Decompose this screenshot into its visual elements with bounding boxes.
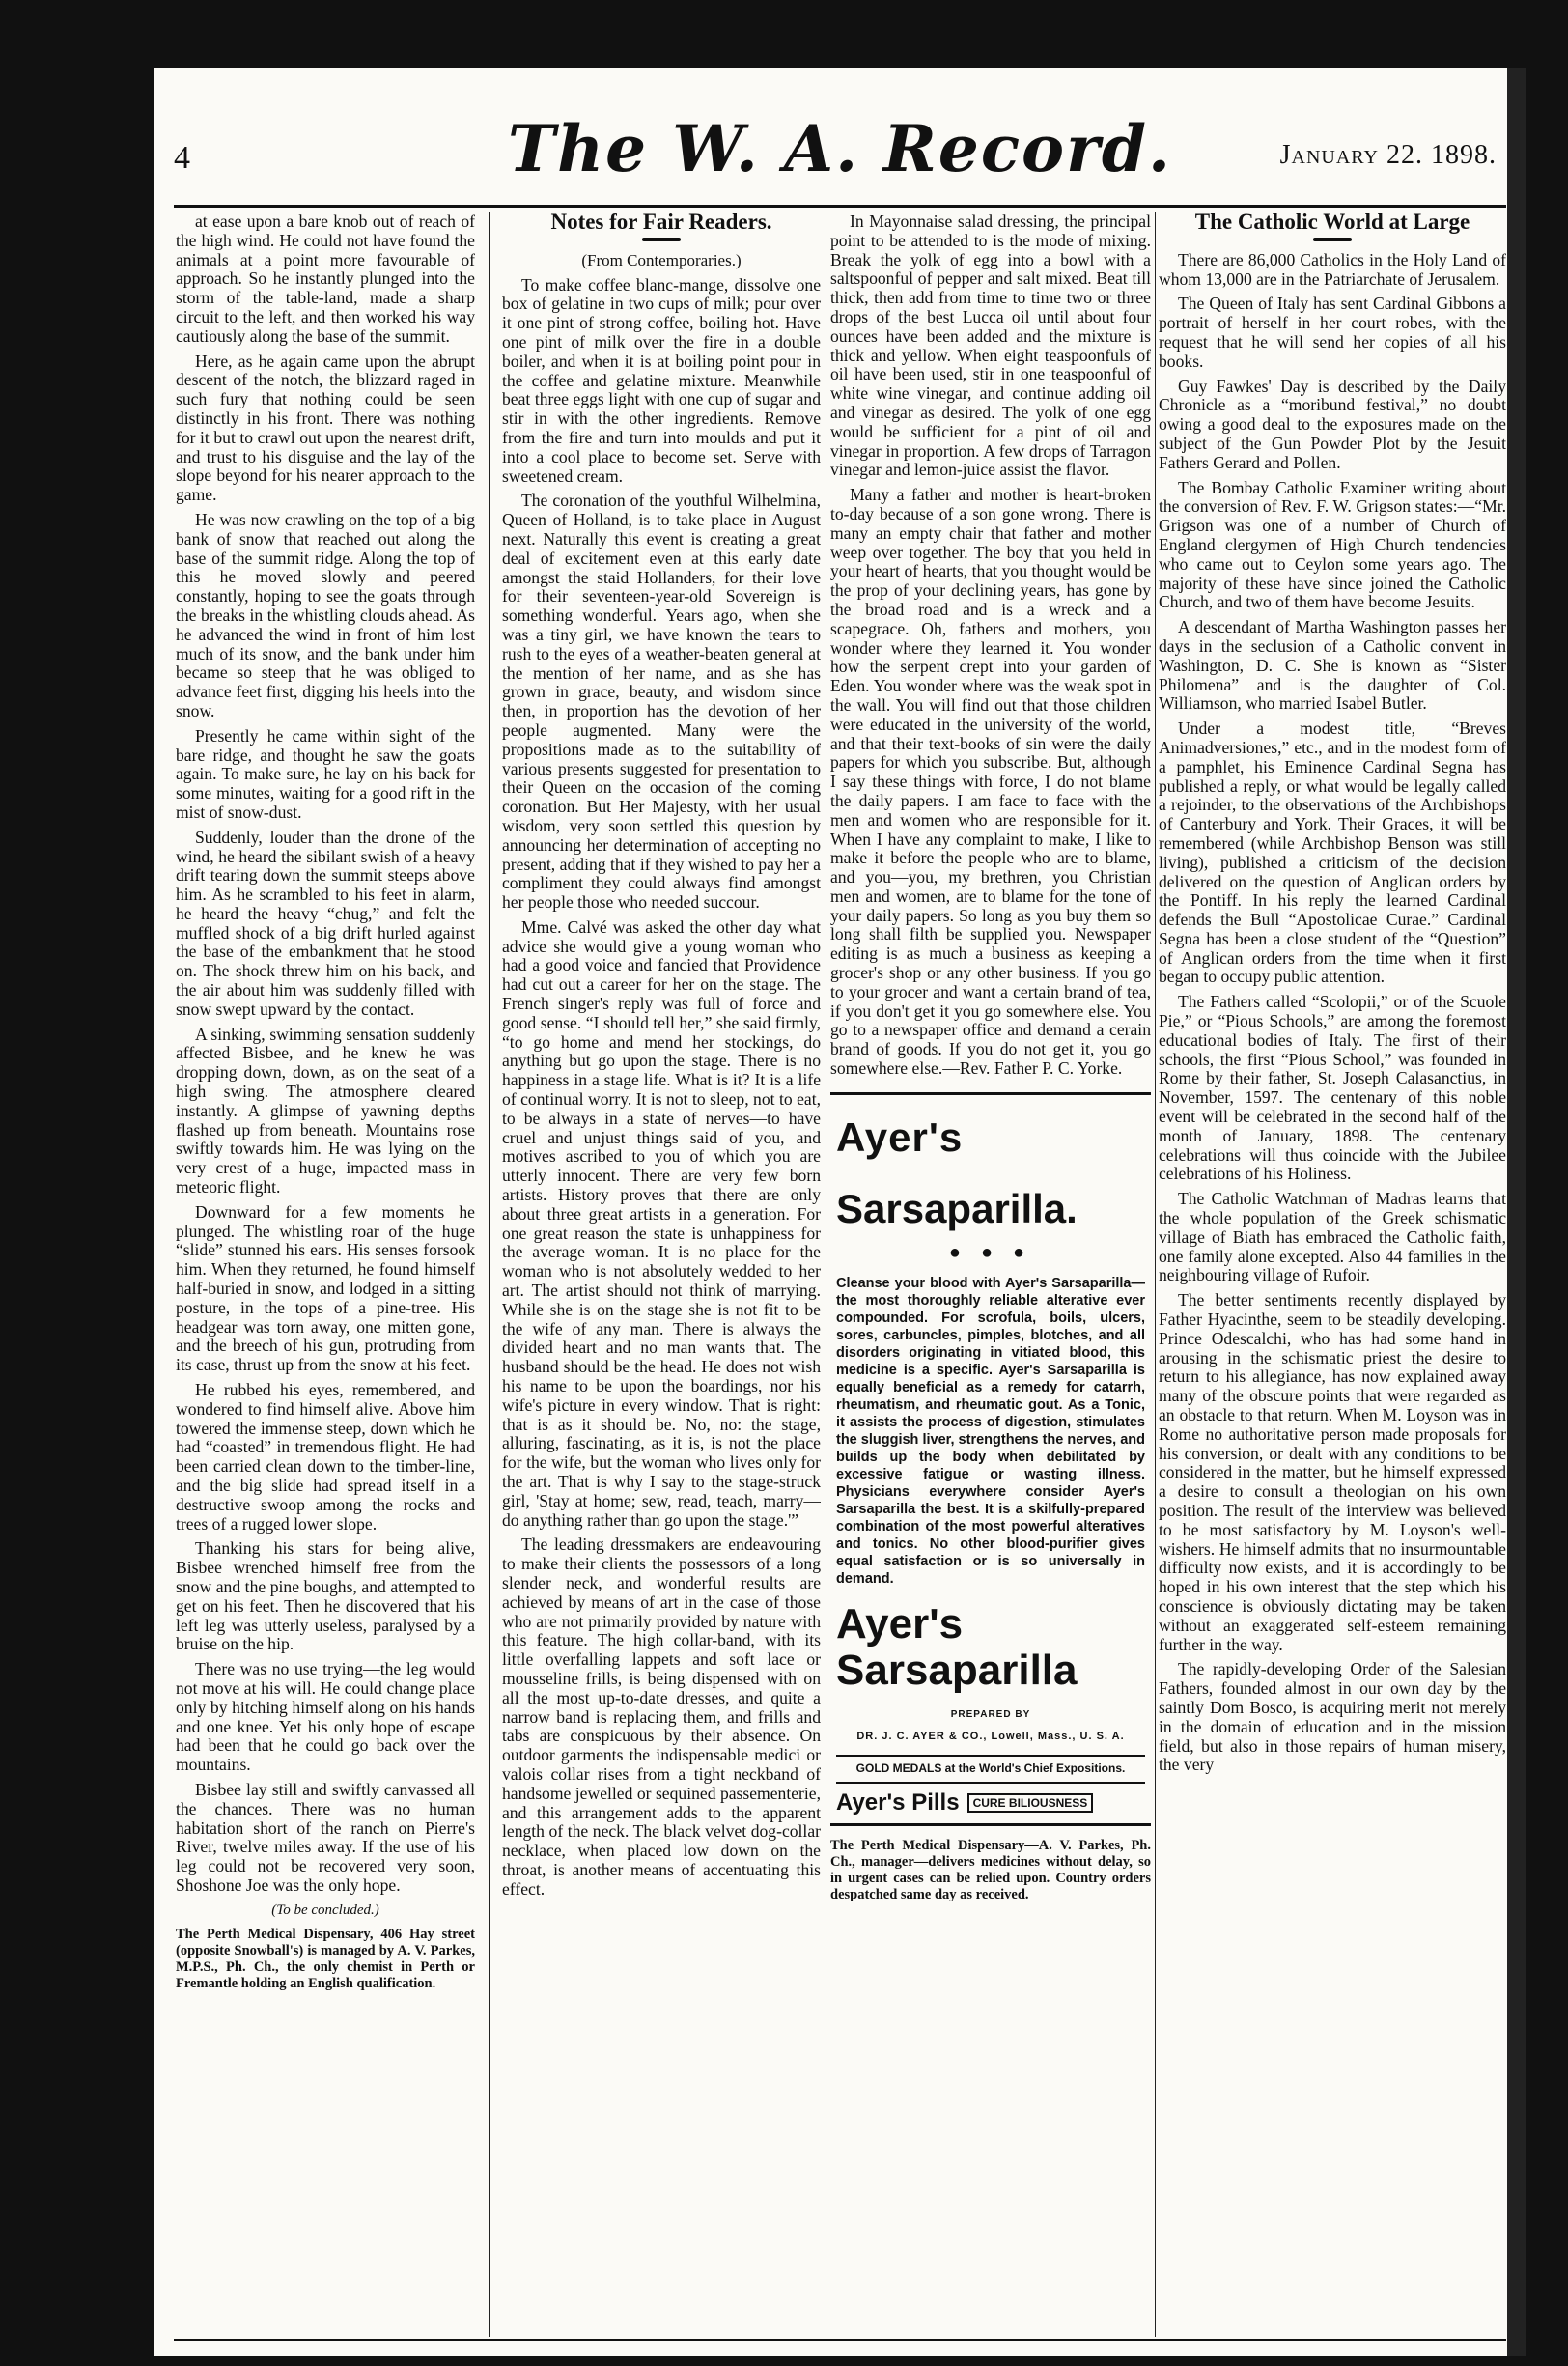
heading-ornament [1313,238,1352,241]
paragraph: The better sentiments recently displayed by Father Hyacinthe, seem to be steadily developing. Prince Odescalchi, who has had some hand in arousing in the schismatic priest the desire to return to his allegiance, has now explained away many of the obscure points that were regarded as an obstacle to that return. When M. Loyson was in Rome no authoritative person made proposals for his conversion, or dealt with any conditions to be considered in the matter, but he himself expressed a desire to consult a theologian on his own position. The result of the interview was believed to be most satisfactory by M. Loyson's well-wishers. He himself admits that no insurmountable difficulty now exists, and it is accordingly to be hoped in his own interest that the step which his conscience is obviously dictating may be taken without an exaggerated self-esteem remaining further in the way. [1159,1290,1506,1654]
column-misc-and-ad [830,212,1151,2337]
newspaper-title: The W. A. Record. [508,111,1172,186]
paragraph: The Queen of Italy has sent Cardinal Gibbons a portrait of herself in her court robes, with the request that he will send her copies of all his books. [1159,294,1506,371]
paragraph: Suddenly, louder than the drone of the wind, he heard the sibilant swish of a heavy drift tearing down the summit steeps above him. As he scrambled to his feet in alarm, he heard the heavy “chug,” and felt the muffled shock of a big drift hurled against the base of the embankment that he stood on. The shock threw him on his back, and the air about him was suddenly filled with snow swept upward by the contact. [176,827,475,1019]
masthead [174,111,1506,188]
paragraph: The leading dressmakers are endeavouring to make their clients the possessors of a long slender neck, and wonderful results are achieved by means of art in the case of those who are not primarily provided by nature with this feature. The high collar-band, with its little overfalling lappets and soft lace or mousseline frills, is being dispensed with on all the most up-to-date dresses, and quite a narrow band is replacing them, and frills and tabs are conspicuous by their absence. On outdoor garments the indispensable medici or valois collar rises from a tight neckband of handsome jewelled or sequined passementerie, and this arrangement adds to the apparent length of the neck. The black velvet dog-collar necklace, when placed low down on the throat, is another means of accentuating this effect. [502,1535,821,1899]
column-story [176,212,475,2337]
ad-brand: Ayer's [836,1599,964,1648]
ad-prepared-by: PREPARED BY [950,1708,1031,1720]
section-heading: Notes for Fair Readers. [550,212,772,234]
paragraph: Bisbee lay still and swiftly canvassed all the chances. There was no human habitation short of the ranch on Pierre's River, twelve miles away. If the use of his leg could not be recovered very soon, Shoshone Joe was the only hope. [176,1779,475,1895]
paragraph: A sinking, swimming sensation suddenly affected Bisbee, and he knew he was dropping down, down, as on the seat of a high swing. The atmosphere cleared instantly. A glimpse of yawning depths flashed up from beneath. Mountains rose swiftly towards him. He was lying on the very crest of a huge, impacted mass in meteoric flight. [176,1024,475,1197]
newspaper-page [154,68,1526,2356]
page-edge-shadow [1507,68,1526,2356]
issue-date: January 22. 1898. [1279,140,1497,170]
ad-dots: ● ● ● [948,1241,1033,1263]
paragraph: The Catholic Watchman of Madras learns that the whole population of the Greek schismatic village of Biath has embraced the Catholic faith, one family alone excepted. Also 44 families in the neighbouring village of Rufoir. [1159,1189,1506,1285]
dispensary-notice: The Perth Medical Dispensary, 406 Hay street (opposite Snowball's) is managed by A. V. Parkes, M.P.S., Ph. Ch., the only chemist in Perth or Fremantle holding an English qualification. [176,1926,475,1991]
page-number: 4 [174,140,190,176]
ad-pills-name: Ayer's Pills [836,1789,960,1817]
paragraph: The Fathers called “Scolopii,” or of the Scuole Pie,” or “Pious Schools,” are among the foremost educational bodies of Italy. The first of their schools, the first “Pious School,” was founded in Rome by their father, St. Joseph Calasanctius, in November, 1597. The centenary of this noble event will be celebrated in the second half of the month of January, 1898. The centenary celebrations will thus coincide with the Jubilee celebrations of his Holiness. [1159,992,1506,1184]
paragraph: The Bombay Catholic Examiner writing about the conversion of Rev. F. W. Grigson states:—“Mr. Grigson was one of a number of Church of England clergymen of High Church tendencies who came out to Ceylon some years ago. The majority of these have since joined the Catholic Church, and two of them have become Jesuits. [1159,477,1506,612]
paragraph: Mme. Calvé was asked the other day what advice she would give a young woman who had a good voice and fancied that Providence had cut out a career for her on the stage. The French singer's reply was full of force and good sense. “I should tell her,” she said firmly, “to go home and mend her stockings, do anything but go upon the stage. There is no happiness in a stage life. What is it? It is a life of continual worry. It is not to sleep, not to eat, to be always in a state of nerves—to have cruel and unjust things said of you, and motives ascribed to you of which you are utterly innocent. There are very few born artists. History proves that there are only about three great artists in a generation. For one great reason the state is unhappiness for the average woman. It is no place for the woman who is not absolutely wedded to her art. The artist should not think of marrying. While she is on the stage she is not fit to be the wife of any man. There is always the divided heart and no man wants that. The husband should be the head. He does not wish his name to be upon the boardings, nor his wife's picture in every window. That is right: that is as it should be. No, no: the stage, alluring, fascinating, as it is, is not the place for the wife, but the woman who lives only for the art. That is why I say to the stage-struck girl, 'Stay at home; sew, read, teach, marry—do anything rather than go upon the stage.'” [502,916,821,1530]
paragraph: Many a father and mother is heart-broken to-day because of a son gone wrong. There is many an empty chair that father and mother weep over together. The boy that you held in your heart of hearts, that you thought would be the prop of your declining years, has gone by the broad road and is a wreck and a scapegrace. Oh, fathers and mothers, you wonder where they learned it. You wonder how the serpent crept into your garden of Eden. You wonder where was the weak spot in the wall. You will find out that those children were educated in the university of the world, and that their text-books of sin were the daily papers for which you subscribe. But, although I say these things with force, I do not blame the daily papers. I am face to face with the men and women who are responsible for it. When I have any complaint to make, I like to make it before the people who are to blame, and you—you, my brethren, you Christian men and women, are to blame for the tone of your daily papers. So long as you buy them so long shall filth be supplied you. Newspaper editing is as much a business as keeping a grocer's shop or any other business. If you go to your grocer and want a certain brand of tea, if you don't get it you go somewhere else. You go to a newspaper office and demand a cerain brand of goods. If you do not get it, you go somewhere else.—Rev. Father P. C. Yorke. [830,485,1151,1079]
paragraph: He was now crawling on the top of a big bank of snow that reached out along the base of the summit ridge. Along the top of this he moved slowly and peered constantly, hoping to see the goats through the breaks in the whistling clouds ahead. As he advanced the wind in front of him lost much of its snow, and the bank under him became so steep that he was obliged to advance feet first, digging his heels into the snow. [176,509,475,720]
column-catholic-world [1159,212,1506,2337]
paragraph: In Mayonnaise salad dressing, the principal point to be attended to is the mode of mixing. Break the yolk of egg into a bowl with a saltspoonful of pepper and salt mixed. Beat till thick, then add from time to time two or three drops of the best Lucca oil until about four ounces have been added and the mixture is thick and yellow. When eight teaspoonfuls of oil have been used, stir in one teaspoonful of white wine vinegar, and continue adding oil and vinegar as desired. The yolk of one egg would be sufficient for a pint of oil and vinegar in proportion. A few drops of Tarragon vinegar and lemon-juice assist the flavor. [830,212,1151,480]
sarsaparilla-advertisement [830,1092,1151,1826]
paragraph: A descendant of Martha Washington passes her days in the seclusion of a Catholic convent in Washington, D. C. She is known as “Sister Philomena” and is the daughter of Col. Williamson, who married Isabel Butler. [1159,617,1506,714]
ad-medals-banner: GOLD MEDALS at the World's Chief Expositions. [836,1755,1145,1784]
ad-maker: DR. J. C. AYER & CO., Lowell, Mass., U. S. A. [856,1731,1125,1743]
paragraph: Under a modest title, “Breves Animadversiones,” etc., and in the modest form of a pamphlet, his Eminence Cardinal Segna has published a reply, or what would be legally called a rejoinder, to the observations of the Archbishops of Canterbury and York. Their Graces, it will be remembered (while Archbishop Benson was still living), published a criticism of the decision delivered on the question of Anglican orders by the Pontiff. In his reply the learned Cardinal defends the Bull “Apostolicae Curae.” Cardinal Segna has been a close student of the “Question” of Anglican orders from the time when it first began to occupy public attention. [1159,718,1506,987]
ad-body: Cleanse your blood with Ayer's Sarsaparilla—the most thoroughly reliable alterative ever compounded. For scrofula, boils, ulcers, sores, carbuncles, pimples, blotches, and all disorders originating in vitiated blood, this medicine is a specific. Ayer's Sarsaparilla is equally beneficial as a remedy for catarrh, rheumatism, and rheumatic gout. As a Tonic, it assists the process of digestion, stimulates the sluggish liver, strengthens the nerves, and builds up the body when debilitated by excessive fatigue or wasting illness. Physicians everywhere consider Ayer's Sarsaparilla the best. It is a skilfully-prepared combination of the most powerful alteratives and tonics. No other blood-purifier gives equal satisfaction or is so universally in demand. [836,1275,1145,1587]
paragraph: at ease upon a bare knob out of reach of the high wind. He could not have found the animals at a point more favourable of approach. So he instantly plunged into the storm of the table-land, made a sharp circuit to the left, and then worked his way cautiously along the base of the summit. [176,212,475,346]
ad-headline: Ayer's [836,1113,964,1160]
paragraph: He rubbed his eyes, remembered, and wondered to find himself alive. Above him towered the immense steep, down which he had “coasted” in tremendous flight. He had been carried clean down to the timber-line, and the big slide had spread itself in a destructive swoop among the rocks and trees of a rugged lower slope. [176,1380,475,1534]
paragraph: To make coffee blanc-mange, dissolve one box of gelatine in two cups of milk; pour over it one pint of strong coffee, boiling hot. Have one pint of milk over the fire in a double boiler, and when it is at boiling point pour in the coffee and gelatine mixture. Meanwhile beat three eggs light with one cup of sugar and stir in with the other ingredients. Remove from the fire and turn into moulds and put it into a cool place to become set. Serve with sweetened cream. [502,274,821,486]
paragraph: There are 86,000 Catholics in the Holy Land of whom 13,000 are in the Patriarchate of Jerusalem. [1159,249,1506,289]
section-heading: The Catholic World at Large [1194,212,1470,234]
paragraph: Thanking his stars for being alive, Bisbee wrenched himself free from the snow and the pine boughs, and attempted to get on his feet. Then he discovered that his left leg was utterly useless, paralysed by a bruise on the hip. [176,1538,475,1654]
heading-ornament [642,238,681,241]
ad-pills-line [836,1789,1145,1817]
section-subheading: (From Contemporaries.) [581,250,742,269]
masthead-rule [174,205,1506,208]
ad-headline: Sarsaparilla. [836,1185,1078,1231]
paragraph: Presently he came within sight of the bare ridge, and thought he saw the goats again. To make sure, he lay on his back for some minutes, waiting for a good rift in the mist of snow-dust. [176,725,475,822]
paragraph: Here, as he again came upon the abrupt descent of the notch, the blizzard raged in such fury that nothing could be seen distinctly in his front. There was nothing for it but to crawl out upon the nearest drift, and trust to his disguise and the lay of the slope beyond for his nearer approach to the game. [176,351,475,505]
paragraph: The coronation of the youthful Wilhelmina, Queen of Holland, is to take place in August next. Naturally this event is creating a great deal of excitement even at this early date amongst the staid Hollanders, for their love for their seventeen-year-old Sovereign is something wonderful. Years ago, when she was a tiny girl, we have known the tears to rush to the eyes of a weather-beaten general at the mention of her name, and as she has grown in grace, beauty, and wisdom since then, in proportion has the devotion of her people augmented. Many were the propositions made as to the suitability of various presents suggested for presentation to their Queen on the occasion of the coming coronation. But Her Majesty, with her usual wisdom, very soon settled this question by announcing her determination of accepting no present, adding that if they wished to pay her a compliment they could always find amongst her people those who needed succour. [502,491,821,913]
paragraph: The rapidly-developing Order of the Salesian Fathers, founded almost in our own day by the saintly Dom Bosco, is acquiring merit not merely in the domain of education and in the mission field, but also in those repairs of human misery, the very [1159,1659,1506,1775]
column-divider [489,212,490,2337]
ad-brand: Sarsaparilla [836,1646,1078,1694]
paragraph: There was no use trying—the leg would not move at his will. He could change place only by hitching himself along on his hands and one knee. Yet his only hope of escape had been that he could go back over the mountains. [176,1659,475,1775]
paragraph: Downward for a few moments he plunged. The whistling roar of the huge “slide” stunned his ears. His senses forsook him. When they returned, he found himself half-buried in snow, and lodged in a sitting posture, in the tops of a pine-tree. His headgear was torn away, one mitten gone, and the breech of his gun, protruding from its case, thrust up from the snow at his feet. [176,1201,475,1375]
dispensary-notice: The Perth Medical Dispensary—A. V. Parkes, Ph. Ch., manager—delivers medicines without delay, so in urgent cases can be relied upon. Country orders despatched same day as received. [830,1837,1151,1902]
bottom-rule [174,2339,1506,2341]
paragraph: Guy Fawkes' Day is described by the Daily Chronicle as a “moribund festival,” no doubt owing a good deal to the exposures made on the subject of the Gun Powder Plot by the Jesuit Fathers Gerard and Pollen. [1159,376,1506,472]
column-divider [1155,212,1156,2337]
column-fair-readers [502,212,821,2337]
to-be-concluded-note: (To be concluded.) [271,1901,379,1918]
ad-pills-tag: CURE BILIOUSNESS [967,1793,1094,1813]
